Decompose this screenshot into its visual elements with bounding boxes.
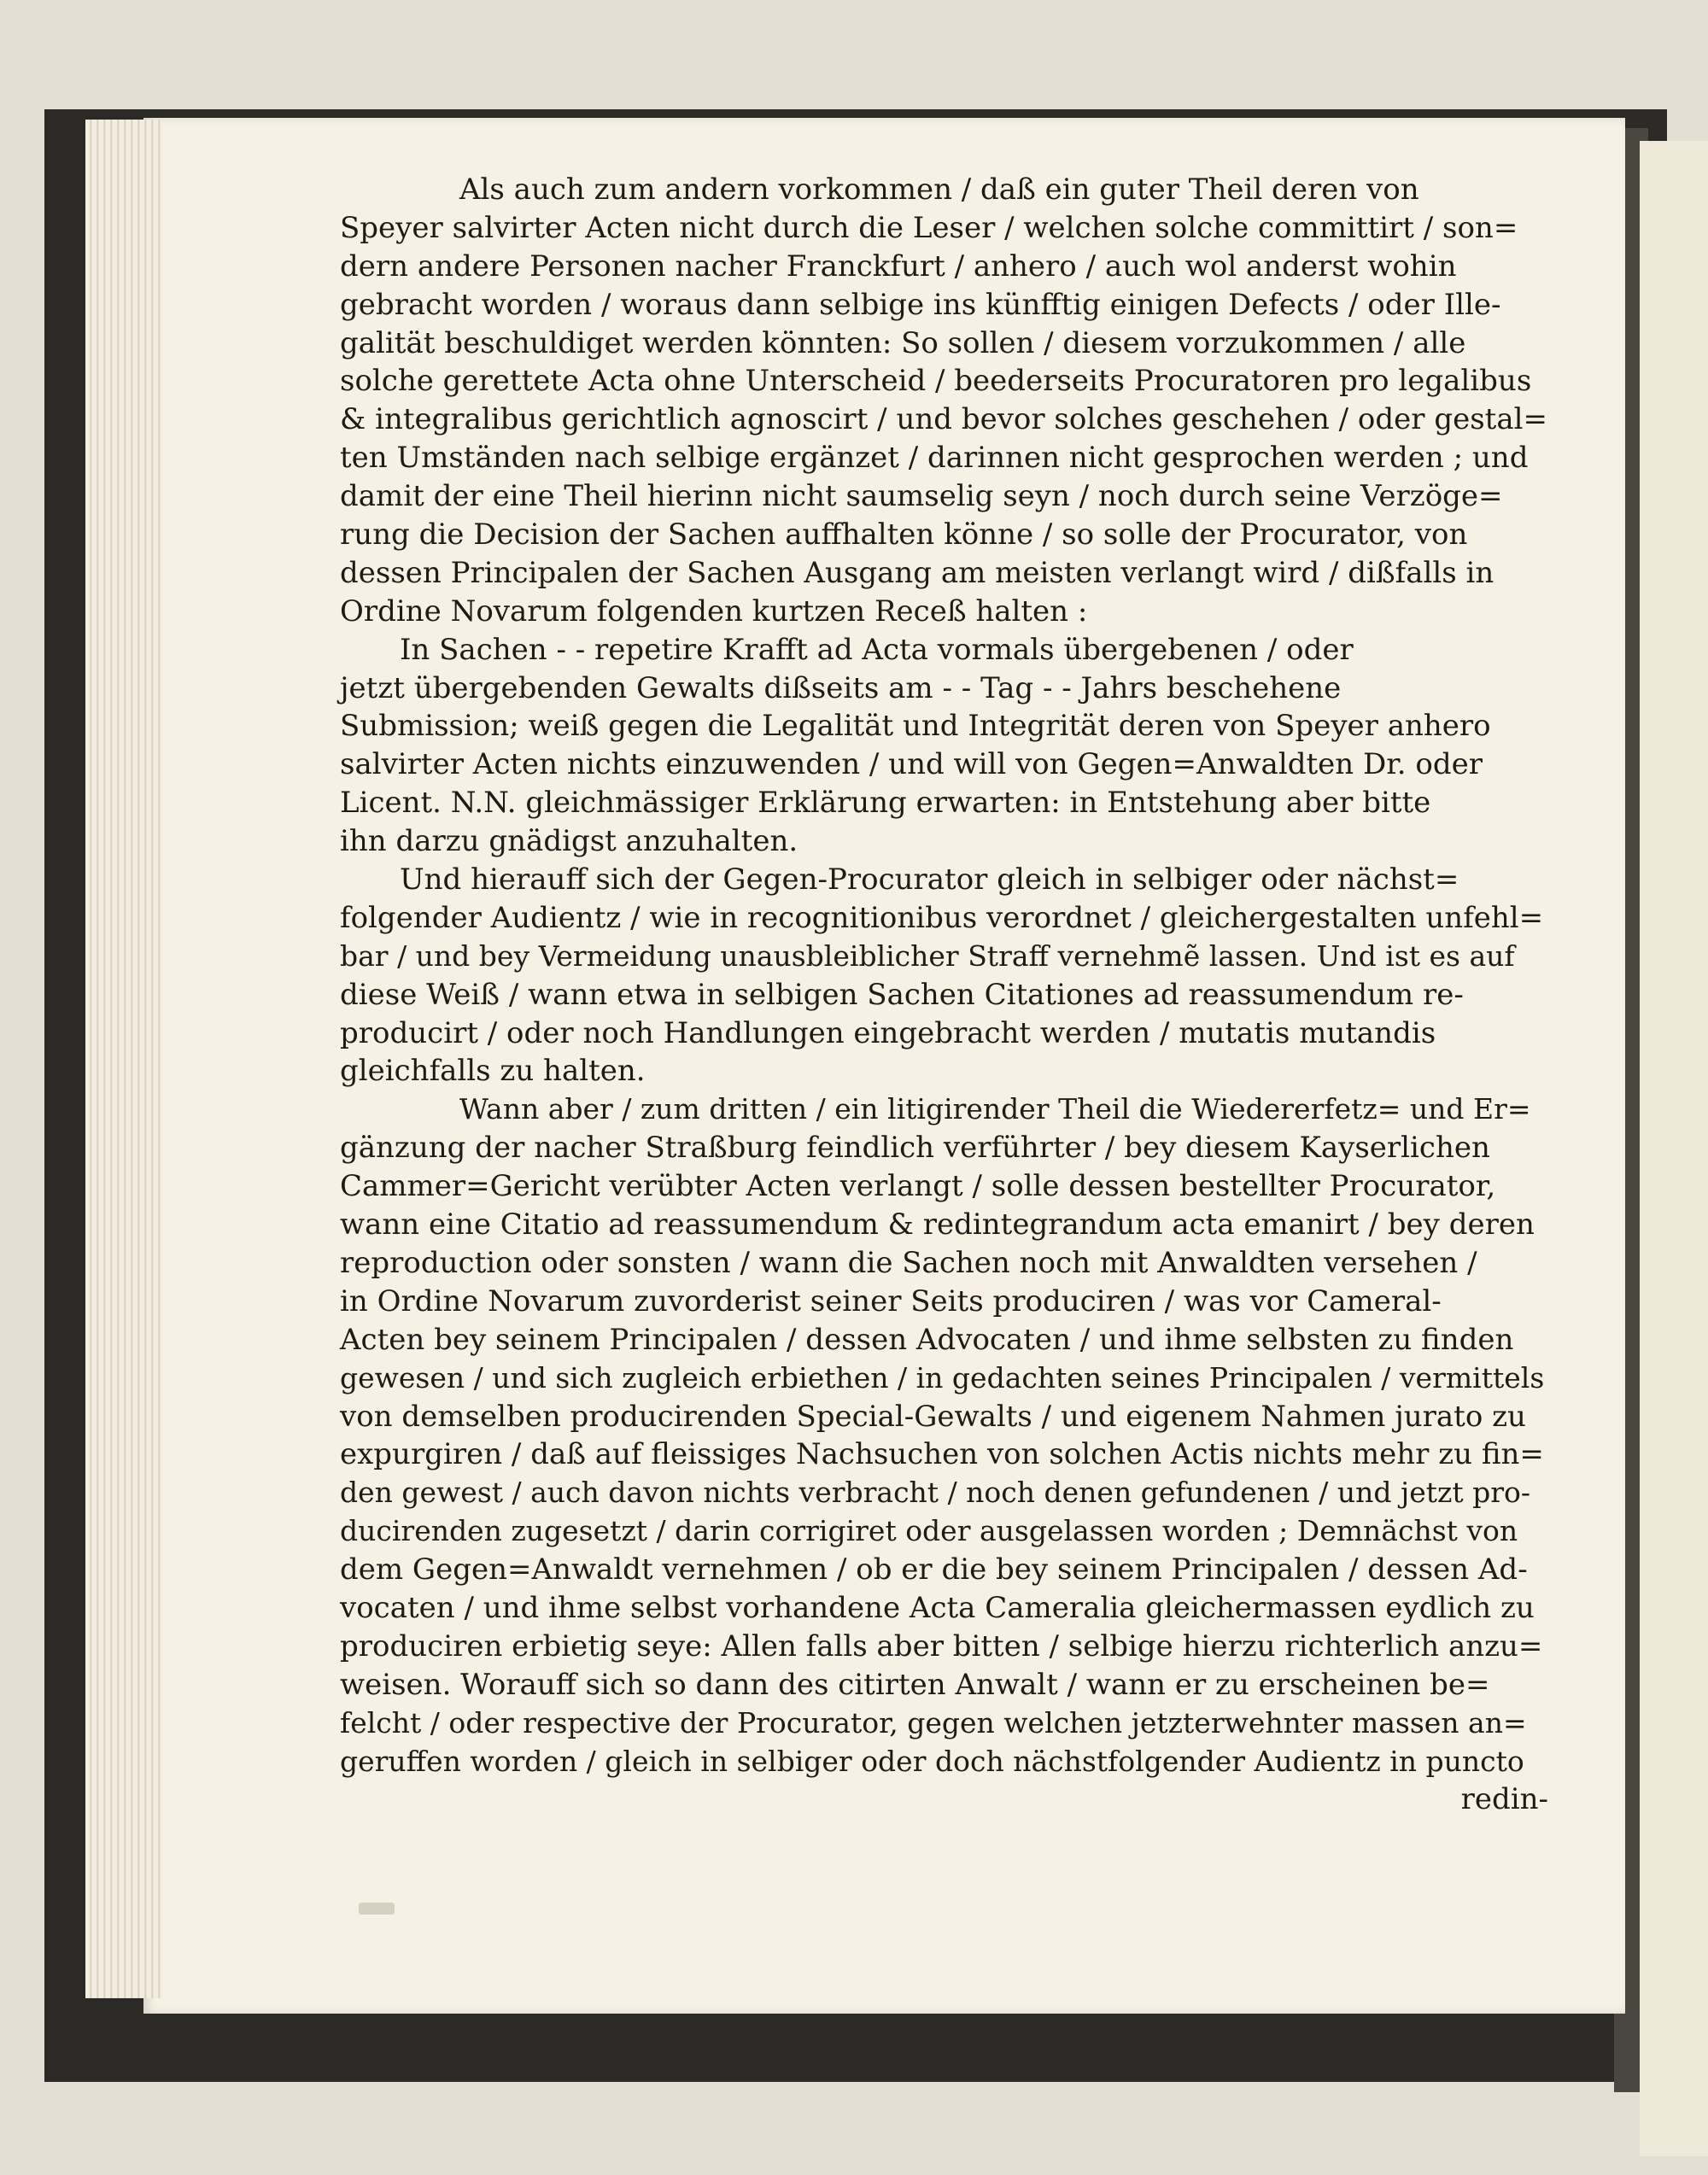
text-line: Speyer salvirter Acten nicht durch die Leser / welchen solche committirt / son= [340,210,1518,245]
text-line: von demselben producirenden Special-Gewalts / und eigenem Nahmen jurato zu [340,1399,1526,1434]
text-line: bar / und bey Vermeidung unausbleiblicher Straff vernehmẽ lassen. Und ist es auf [340,938,1515,973]
text-line: den gewest / auch davon nichts verbracht / noch denen gefundenen / und jetzt pro- [340,1476,1531,1510]
text-line: dern andere Personen nacher Franckfurt / anhero / auch wol anderst wohin [340,248,1457,284]
text-line: rung die Decision der Sachen auffhalten könne / so solle der Procurator, von [340,517,1468,553]
text-line: Wann aber / zum dritten / ein litigirender Theil die Wiedererfetz= und Er= [459,1092,1531,1126]
text-line: Ordine Novarum folgenden kurtzen Receß halten : [340,593,1088,629]
text-line: Submission; weiß gegen die Legalität und Integrität deren von Speyer anhero [340,709,1491,744]
text-line: Licent. N.N. gleichmässiger Erklärung erwarten: in Entstehung aber bitte [340,786,1431,821]
text-line: & integralibus gerichtlich agnoscirt / und bevor solches geschehen / oder gestal= [340,402,1547,437]
text-line: Acten bey seinem Principalen / dessen Advocaten / und ihme selbsten zu finden [340,1322,1514,1357]
text-line: ducirenden zugesetzt / darin corrigiret oder ausgelassen worden ; Demnächst von [340,1514,1518,1548]
text-line: salvirter Acten nichts einzuwenden / und will von Gegen=Anwaldten Dr. oder [340,747,1483,782]
text-line: solche gerettete Acta ohne Unterscheid / beederseits Procuratoren pro legalibus [340,364,1532,399]
text-line: expurgiren / daß auf fleissiges Nachsuchen von solchen Actis nichts mehr zu fin= [340,1437,1544,1472]
catchword: redin- [1460,1782,1548,1817]
text-line: dem Gegen=Anwaldt vernehmen / ob er die bey seinem Principalen / dessen Ad- [340,1552,1528,1587]
text-line: vocaten / und ihme selbst vorhandene Acta Cameralia gleichermassen eydlich zu [340,1590,1535,1625]
text-line: jetzt übergebenden Gewalts dißseits am - - Tag - - Jahrs beschehene [340,670,1342,705]
text-line: felcht / oder respective der Procurator, gegen welchen jetzterwehnter massen an= [340,1705,1527,1739]
text-line: damit der eine Theil hierinn nicht saumselig seyn / noch durch seine Verzöge= [340,479,1503,514]
text-line: Und hierauff sich der Gegen-Procurator gleich in selbiger oder nächst= [400,862,1459,897]
text-line: dessen Principalen der Sachen Ausgang am meisten verlangt wird / dißfalls in [340,555,1494,590]
text-line: reproduction oder sonsten / wann die Sachen noch mit Anwaldten versehen / [340,1245,1477,1280]
text-line: Als auch zum andern vorkommen / daß ein guter Theil deren von [459,172,1419,207]
text-line: ten Umständen nach selbige ergänzet / darinnen nicht gesprochen werden ; und [340,441,1529,476]
right-page-edge [1640,141,1708,2156]
text-line: ihn darzu gnädigst anzuhalten. [340,824,798,859]
text-line: folgender Audientz / wie in recognitionibus verordnet / gleichergestalten unfehl= [340,900,1544,935]
text-line: in Ordine Novarum zuvorderist seiner Seits produciren / was vor Cameral- [340,1283,1442,1318]
text-line: gleichfalls zu halten. [340,1054,646,1089]
text-line: weisen. Worauff sich so dann des citirten Anwalt / wann er zu erscheinen be= [340,1667,1490,1702]
text-line: diese Weiß / wann etwa in selbigen Sachen Citationes ad reassumendum re- [340,977,1464,1012]
page-stack-edge [85,120,162,1998]
text-line: producirt / oder noch Handlungen eingebracht werden / mutatis mutandis [340,1015,1436,1050]
text-line: In Sachen - - repetire Krafft ad Acta vormals übergebenen / oder [400,632,1354,667]
page-text [340,171,1548,1819]
text-line: wann eine Citatio ad reassumendum & redintegrandum acta emanirt / bey deren [340,1207,1535,1242]
text-line: gänzung der nacher Straßburg feindlich verführter / bey diesem Kayserlichen [340,1131,1490,1166]
text-line: Cammer=Gericht verübter Acten verlangt / solle dessen bestellter Procurator, [340,1169,1496,1204]
text-line: produciren erbietig seye: Allen falls aber bitten / selbige hierzu richterlich anzu= [340,1628,1543,1663]
text-line: galität beschuldiget werden könnten: So sollen / diesem vorzukommen / alle [340,325,1466,360]
text-line: gebracht worden / woraus dann selbige ins künfftig einigen Defects / oder Ille- [340,287,1501,322]
text-line: geruffen worden / gleich in selbiger oder doch nächstfolgender Audientz in puncto [340,1744,1524,1778]
ink-smudge [359,1903,395,1915]
text-line: gewesen / und sich zugleich erbiethen / in gedachten seines Principalen / vermittels [340,1360,1545,1394]
